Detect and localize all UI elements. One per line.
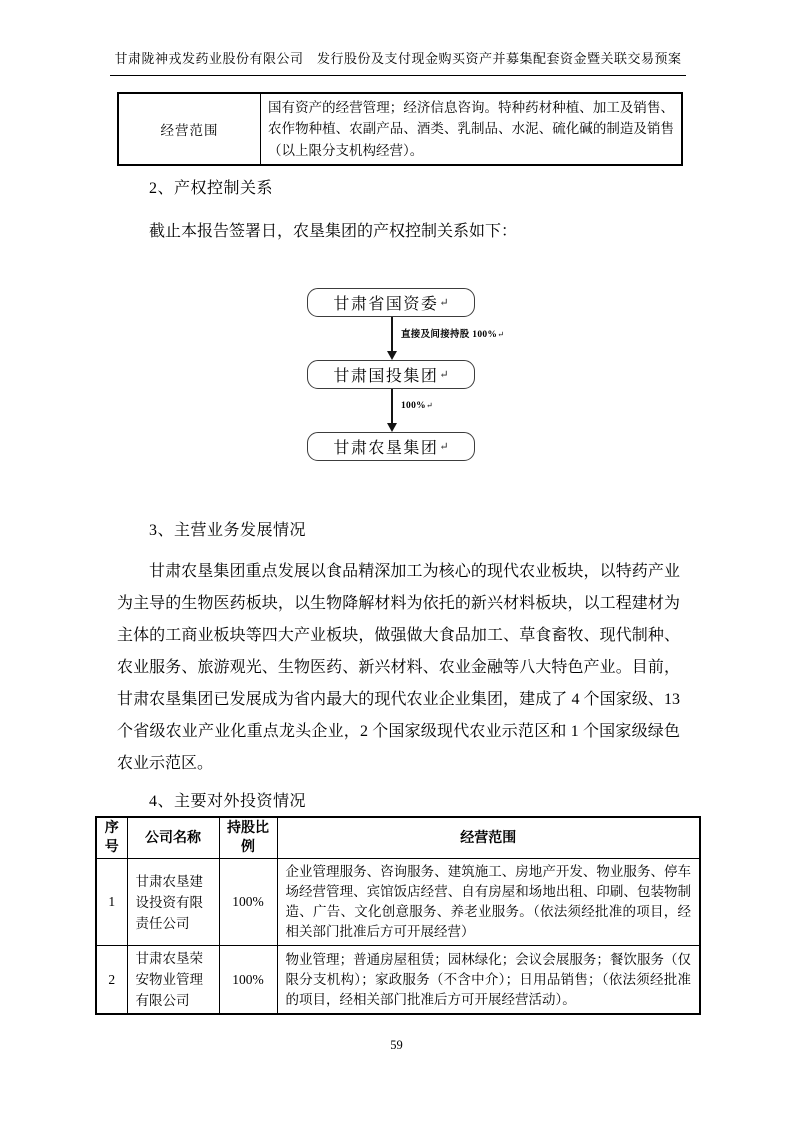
- flowchart-arrow: [307, 389, 477, 432]
- table-header-row: [96, 817, 700, 859]
- table-row: [118, 93, 682, 165]
- cell-company: 甘肃农垦建设投资有限责任公司: [127, 859, 219, 946]
- node-label: 甘肃省国资委: [333, 296, 439, 313]
- cell-ratio: 100%: [219, 946, 277, 1015]
- arrow-line: [391, 317, 393, 351]
- cell-no: 2: [96, 946, 127, 1015]
- header-scope: 经营范围: [277, 817, 700, 859]
- edge-label: 100%↵: [401, 401, 433, 411]
- business-scope-table: [117, 92, 683, 166]
- flowchart-arrow: [307, 317, 505, 360]
- node-label: 甘肃国投集团: [333, 368, 439, 385]
- table-row: [96, 859, 700, 946]
- main-business-paragraph: 甘肃农垦集团重点发展以食品精深加工为核心的现代农业板块，以特药产业为主导的生物医药板块，以生物降解材料为依托的新兴材料板块，以工程建材为主体的工商业板块等四大产业板块，做强做大食品加工、草食畜牧、现代制种、农业服务、旅游观光、生物医药、新兴材料、农业金融等八大特色产业。目前，甘肃农垦集团已发展成为省内最大的现代农业企业集团，建成了 4 个国家级、13 个省级农业产业化重点龙头企业，2 个国家级现代农业示范区和 1 个国家级绿色农业示范区。: [117, 563, 680, 772]
- return-mark-icon: ↵: [439, 297, 449, 309]
- scope-label-cell: 经营范围: [118, 93, 261, 165]
- return-mark-icon: ↵: [425, 401, 433, 410]
- arrow-line: [391, 389, 393, 423]
- cell-company: 甘肃农垦荣安物业管理有限公司: [127, 946, 219, 1015]
- flowchart-node-sasac: [307, 288, 475, 317]
- flowchart-node-nongken: [307, 432, 475, 461]
- edge-label: 直接及间接持股 100%↵: [401, 330, 505, 340]
- page-number: 59: [390, 1038, 403, 1052]
- scope-value-cell: 国有资产的经营管理；经济信息咨询。特种药材种植、加工及销售、农作物种植、农副产品、酒类、乳制品、水泥、硫化碱的制造及销售（以上限分支机构经营）。: [261, 93, 683, 165]
- ownership-intro-text: 截止本报告签署日，农垦集团的产权控制关系如下：: [149, 223, 518, 240]
- return-mark-icon: ↵: [439, 441, 449, 453]
- header-company: 公司名称: [127, 817, 219, 859]
- return-mark-icon: ↵: [439, 369, 449, 381]
- running-header: 甘肃陇神戎发药业股份有限公司 发行股份及支付现金购买资产并募集配套资金暨关联交易预案: [110, 49, 686, 76]
- cell-ratio: 100%: [219, 859, 277, 946]
- cell-scope: 物业管理；普通房屋租赁；园林绿化；会议会展服务；餐饮服务（仅限分支机构）；家政服务（不含中介）；日用品销售；（依法须经批准的项目，经相关部门批准后方可开展经营活动）。: [277, 946, 700, 1015]
- section-heading-ownership: 2、产权控制关系: [149, 180, 274, 197]
- section-heading-investments: 4、主要对外投资情况: [149, 793, 307, 810]
- header-no: 序号: [96, 817, 127, 859]
- header-ratio: 持股比例: [219, 817, 277, 859]
- cell-no: 1: [96, 859, 127, 946]
- flowchart-node-guotou: [307, 360, 475, 389]
- section-heading-main-business: 3、主营业务发展情况: [149, 522, 307, 539]
- node-label: 甘肃农垦集团: [333, 440, 439, 457]
- arrow-head-icon: [387, 423, 397, 432]
- ownership-flowchart: [307, 288, 505, 461]
- investments-table: [95, 816, 701, 1015]
- table-row: [96, 946, 700, 1015]
- cell-scope: 企业管理服务、咨询服务、建筑施工、房地产开发、物业服务、停车场经营管理、宾馆饭店经营、自有房屋和场地出租、印刷、包装物制造、广告、文化创意服务、养老业服务。（依法须经批准的项目，经相关部门批准后方可开展经营）: [277, 859, 700, 946]
- return-mark-icon: ↵: [497, 330, 505, 339]
- arrow-head-icon: [387, 351, 397, 360]
